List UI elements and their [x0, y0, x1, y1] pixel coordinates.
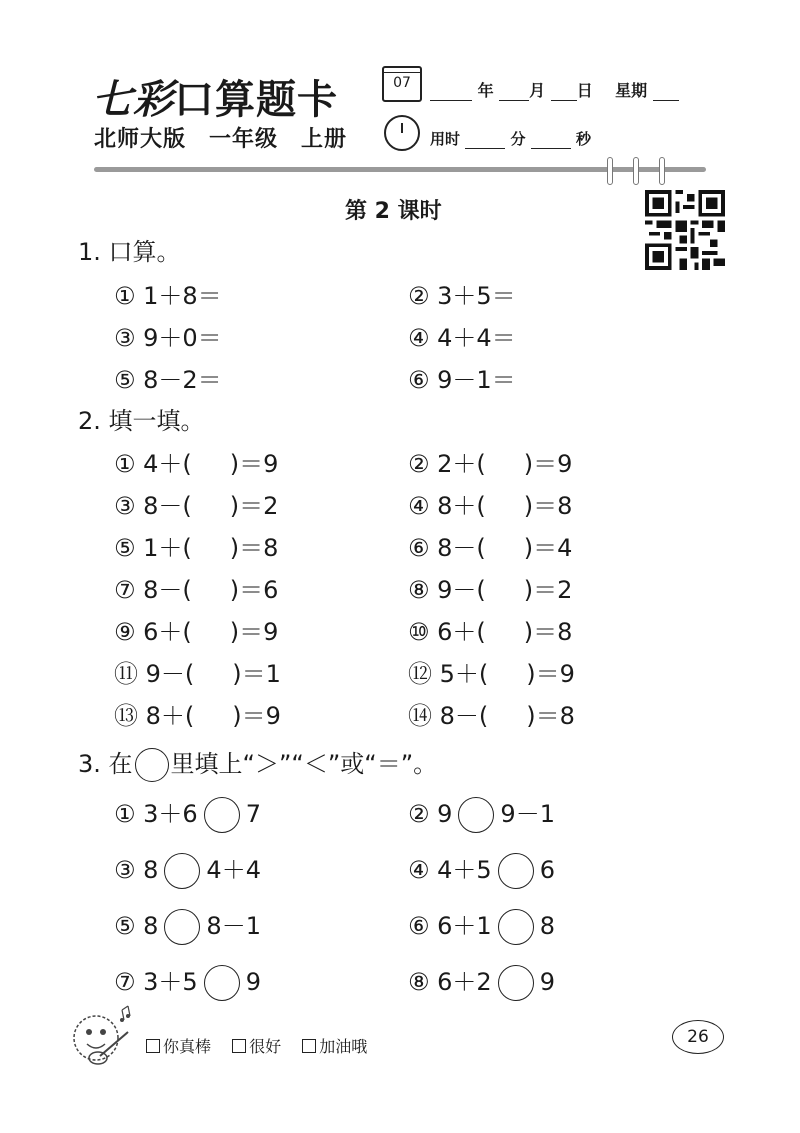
answer-circle[interactable]	[164, 909, 200, 945]
section2-title: 2. 填一填。	[78, 407, 205, 435]
rating-option-great[interactable]: 你真棒	[146, 1037, 211, 1056]
section3-item-6: ⑥ 6＋1 8	[408, 906, 555, 945]
qr-code-icon[interactable]	[645, 190, 725, 270]
section2-item-12: ⑫ 5＋( )＝9	[408, 660, 575, 688]
answer-circle[interactable]	[498, 909, 534, 945]
year-blank[interactable]	[430, 84, 472, 101]
self-rating	[146, 1034, 383, 1057]
calendar-icon	[382, 66, 422, 102]
guitar-mascot-icon	[62, 1002, 142, 1072]
time-fields	[430, 128, 591, 149]
section3-item-4: ④ 4＋5 6	[408, 850, 555, 889]
section2-item-14: ⑭ 8－( )＝8	[408, 702, 575, 730]
section1-item-1: ① 1＋8＝	[114, 282, 222, 310]
answer-circle[interactable]	[498, 853, 534, 889]
minute-label: 分	[510, 130, 526, 148]
answer-circle[interactable]	[164, 853, 200, 889]
answer-circle[interactable]	[498, 965, 534, 1001]
second-label: 秒	[575, 130, 591, 148]
page-number: 26	[672, 1020, 724, 1054]
section3-title: 3. 在 里填上“＞”“＜”或“＝”。	[78, 744, 437, 782]
section2-item-2: ② 2＋( )＝9	[408, 450, 573, 478]
rating-option-good[interactable]: 很好	[232, 1037, 281, 1056]
calendar-day: 07	[393, 75, 411, 91]
section1-item-4: ④ 4＋4＝	[408, 324, 516, 352]
section2-item-5: ⑤ 1＋( )＝8	[114, 534, 279, 562]
answer-circle[interactable]	[204, 965, 240, 1001]
section2-item-9: ⑨ 6＋( )＝9	[114, 618, 279, 646]
section2-item-8: ⑧ 9－( )＝2	[408, 576, 573, 604]
checkbox[interactable]	[232, 1039, 246, 1053]
checkbox[interactable]	[302, 1039, 316, 1053]
month-label: 月	[529, 81, 546, 100]
year-label: 年	[477, 81, 494, 100]
answer-circle[interactable]	[458, 797, 494, 833]
weekday-label: 星期	[615, 81, 648, 100]
section2-item-6: ⑥ 8－( )＝4	[408, 534, 573, 562]
weekday-blank[interactable]	[653, 84, 679, 101]
second-blank[interactable]	[531, 132, 571, 149]
section1-item-5: ⑤ 8－2＝	[114, 366, 222, 394]
rating-option-keep-going[interactable]: 加油哦	[302, 1037, 367, 1056]
date-fields	[430, 78, 679, 101]
section3-item-7: ⑦ 3＋5 9	[114, 962, 261, 1001]
brand-title-qicai: 七彩	[92, 76, 174, 123]
section1-item-3: ③ 9＋0＝	[114, 324, 222, 352]
day-label: 日	[576, 81, 593, 100]
section2-item-10: ⑩ 6＋( )＝8	[408, 618, 573, 646]
section2-item-3: ③ 8－( )＝2	[114, 492, 279, 520]
binder-rings-icon	[605, 157, 675, 185]
brand-title	[92, 68, 338, 125]
edition-subtitle: 北师大版 一年级 上册	[94, 127, 348, 152]
brand-title-kousuan: 口算题卡	[174, 76, 338, 123]
section2-item-7: ⑦ 8－( )＝6	[114, 576, 279, 604]
section2-item-4: ④ 8＋( )＝8	[408, 492, 573, 520]
minute-blank[interactable]	[465, 132, 505, 149]
section3-item-8: ⑧ 6＋2 9	[408, 962, 555, 1001]
section1-title: 1. 口算。	[78, 238, 181, 266]
section2-item-1: ① 4＋( )＝9	[114, 450, 279, 478]
section1-item-2: ② 3＋5＝	[408, 282, 516, 310]
lesson-title: 第 2 课时	[345, 199, 442, 224]
section3-item-3: ③ 8 4＋4	[114, 850, 261, 889]
compare-circle-icon	[135, 748, 169, 782]
section2-item-11: ⑪ 9－( )＝1	[114, 660, 281, 688]
section1-item-6: ⑥ 9－1＝	[408, 366, 516, 394]
day-blank[interactable]	[551, 84, 577, 101]
month-blank[interactable]	[499, 84, 529, 101]
time-label: 用时	[430, 130, 461, 148]
section3-item-2: ② 9 9－1	[408, 794, 555, 833]
section2-item-13: ⑬ 8＋( )＝9	[114, 702, 281, 730]
section3-item-1: ① 3＋6 7	[114, 794, 261, 833]
checkbox[interactable]	[146, 1039, 160, 1053]
clock-icon	[384, 115, 420, 151]
section3-item-5: ⑤ 8 8－1	[114, 906, 261, 945]
answer-circle[interactable]	[204, 797, 240, 833]
